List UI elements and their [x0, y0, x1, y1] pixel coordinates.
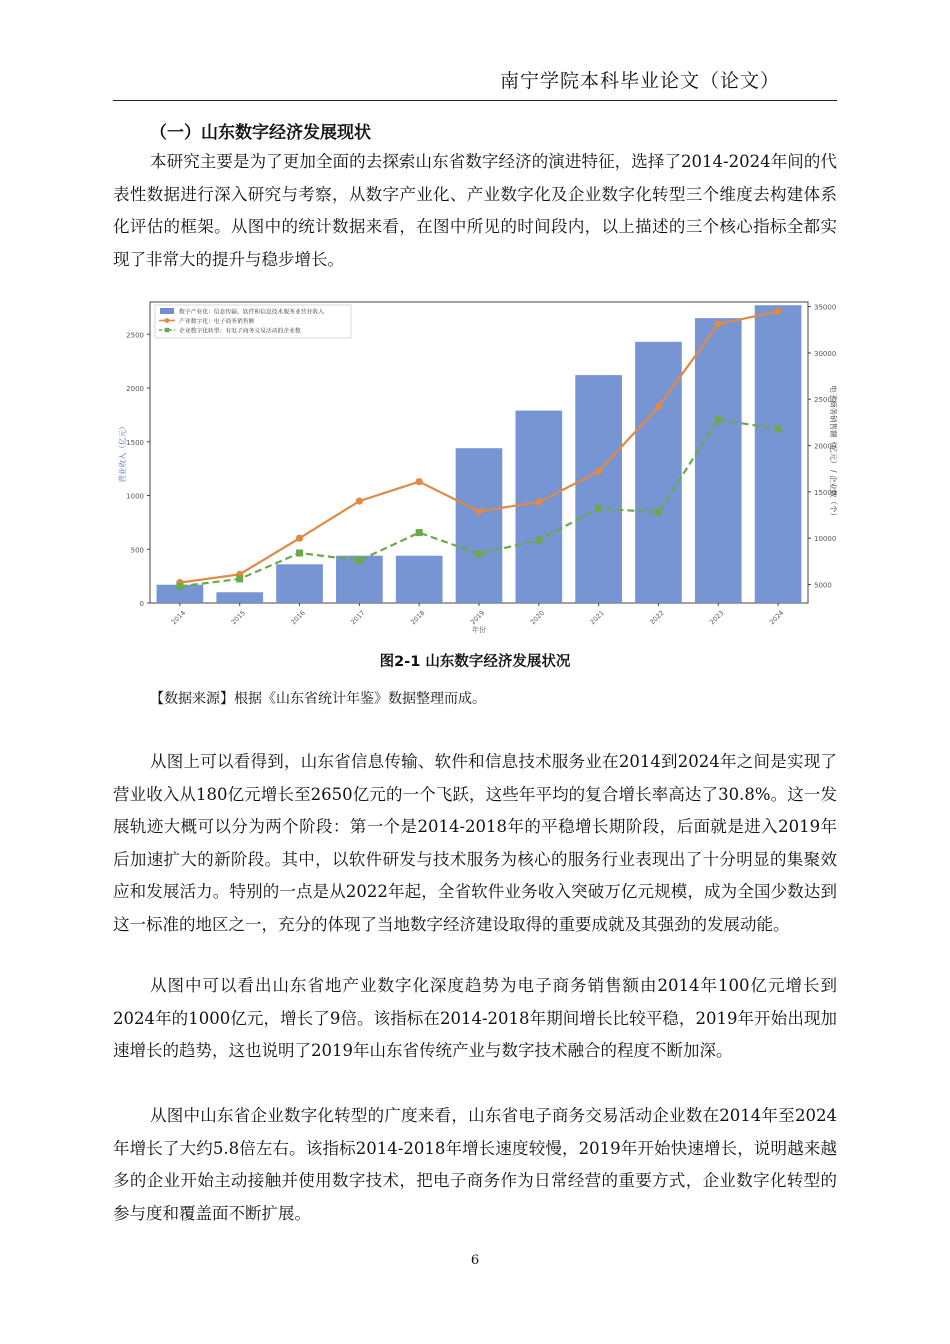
ecommerce-sales-point-2018	[416, 478, 423, 485]
ecommerce-sales-point-2021	[595, 468, 602, 475]
ecommerce-sales-point-2016	[296, 535, 303, 542]
ecommerce-sales-point-2024	[774, 308, 781, 315]
x-tick-label: 2020	[528, 608, 547, 627]
enterprise-count-point-2019	[476, 550, 483, 557]
ecommerce-sales-point-2022	[655, 403, 662, 410]
x-tick-label: 2014	[169, 608, 188, 627]
y2-tick-label: 10000	[814, 535, 837, 544]
enterprise-count-point-2022	[655, 509, 662, 516]
bar-2023	[695, 318, 742, 603]
figure-source-note: 【数据来源】根据《山东省统计年鉴》数据整理而成。	[150, 691, 486, 707]
y-tick-label: 1500	[126, 438, 144, 447]
y-tick-label: 2500	[126, 331, 144, 340]
enterprise-count-point-2018	[416, 529, 423, 536]
chart-svg	[113, 290, 837, 635]
enterprise-count-point-2016	[296, 549, 303, 556]
legend-swatch-bar	[160, 308, 174, 314]
legend-swatch-marker	[165, 318, 170, 323]
y-tick-label: 1000	[126, 492, 144, 501]
y2-tick-label: 20000	[814, 442, 837, 451]
bar-2020	[515, 411, 562, 603]
page-number: 6	[470, 1253, 480, 1268]
y-tick-label: 2000	[126, 385, 144, 393]
figure-chart	[113, 290, 837, 635]
paragraph-4: 从图中山东省企业数字化转型的广度来看，山东省电子商务交易活动企业数在2014年至2024年增长了大约5.8倍左右。该指标2014-2018年增长速度较慢，2019年开始快速增长，说明越来越多的企业开始主动接触并使用数字技术，把电子商务作为日常经营的重要方式，企业数字化转型的参与度和覆盖面不断扩展。	[113, 1106, 837, 1223]
y2-tick-label: 35000	[814, 303, 837, 312]
x-tick-label: 2023	[708, 608, 726, 627]
legend-swatch-square	[165, 328, 169, 332]
enterprise-count-point-2017	[356, 557, 363, 564]
x-axis-label: 年份	[472, 626, 486, 634]
ecommerce-sales-point-2020	[535, 498, 542, 505]
bar-2018	[396, 556, 443, 603]
paragraph-2: 从图上可以看得到，山东省信息传输、软件和信息技术服务业在2014到2024年之间是实现了营业收入从180亿元增长至2650亿元的一个飞跃，这些年平均的复合增长率高达了30.8%。这一发展轨迹大概可以分为两个阶段：第一个是2014-2018年的平稳增长期阶段，后面就是进入2019年后加速扩大的新阶段。其中，以软件研发与技术服务为核心的服务行业表现出了十分明显的集聚效应和发展活力。特别的一点是从2022年起，全省软件业务收入突破万亿元规模，成为全国少数达到这一标准的地区之一，充分的体现了当地数字经济建设取得的重要成就及其强劲的发展动能。	[113, 752, 837, 934]
enterprise-count-point-2015	[236, 575, 243, 582]
x-tick-label: 2016	[289, 608, 307, 627]
legend-entry: 产业数字化：电子商务销售额	[179, 318, 255, 325]
x-tick-label: 2018	[409, 608, 427, 627]
x-tick-label: 2021	[588, 608, 606, 627]
ecommerce-sales-point-2023	[715, 321, 722, 328]
y2-tick-label: 15000	[814, 488, 837, 497]
y-tick-label: 0	[139, 600, 144, 608]
bar-2021	[575, 375, 622, 603]
enterprise-count-point-2024	[775, 425, 782, 432]
bar-2022	[635, 342, 682, 603]
bar-2016	[276, 564, 323, 603]
page-header-title: 南宁学院本科毕业论文（论文）	[499, 70, 780, 92]
y-axis-label: 营业收入（亿元）	[118, 422, 127, 483]
x-tick-label: 2022	[648, 608, 666, 627]
section-heading: （一）山东数字经济发展现状	[150, 123, 371, 143]
y2-tick-label: 5000	[814, 581, 832, 590]
enterprise-count-point-2020	[535, 537, 542, 544]
x-tick-label: 2024	[767, 608, 786, 627]
x-tick-label: 2015	[229, 608, 247, 627]
y2-axis-label: 电子商务销售额（亿元） 企业数（个）	[829, 385, 837, 520]
legend-entry: 企业数字化转型：有电子商务交易活动的企业数	[179, 328, 301, 335]
bar-2015	[216, 592, 263, 603]
x-tick-label: 2017	[349, 608, 367, 627]
x-tick-label: 2019	[468, 608, 487, 627]
bar-2024	[755, 305, 802, 603]
bar-2019	[456, 448, 503, 603]
paragraph-1: 本研究主要是为了更加全面的去探索山东省数字经济的演进特征，选择了2014-2024年间的代表性数据进行深入研究与考察，从数字产业化、产业数字化及企业数字化转型三个维度去构建体系化评估的框架。从图中的统计数据来看，在图中所见的时间段内，以上描述的三个核心指标全都实现了非常大的提升与稳步增长。	[113, 152, 837, 269]
enterprise-count-point-2023	[715, 416, 722, 423]
header-rule	[113, 100, 837, 101]
enterprise-count-point-2014	[176, 583, 183, 590]
ecommerce-sales-point-2017	[356, 498, 363, 505]
figure-caption: 图2-1 山东数字经济发展状况	[379, 654, 571, 670]
y-tick-label: 500	[130, 546, 144, 555]
legend-entry: 数字产业化：信息传输、软件和信息技术服务业营业收入	[179, 309, 324, 316]
paragraph-3: 从图中可以看出山东省地产业数字化深度趋势为电子商务销售额由2014年100亿元增长到2024年的1000亿元，增长了9倍。该指标在2014-2018年期间增长比较平稳，2019年开始出现加速增长的趋势，这也说明了2019年山东省传统产业与数字技术融合的程度不断加深。	[113, 976, 837, 1060]
ecommerce-sales-point-2019	[475, 508, 482, 515]
y2-tick-label: 25000	[814, 396, 837, 405]
enterprise-count-point-2021	[595, 505, 602, 512]
y2-tick-label: 30000	[814, 349, 837, 358]
